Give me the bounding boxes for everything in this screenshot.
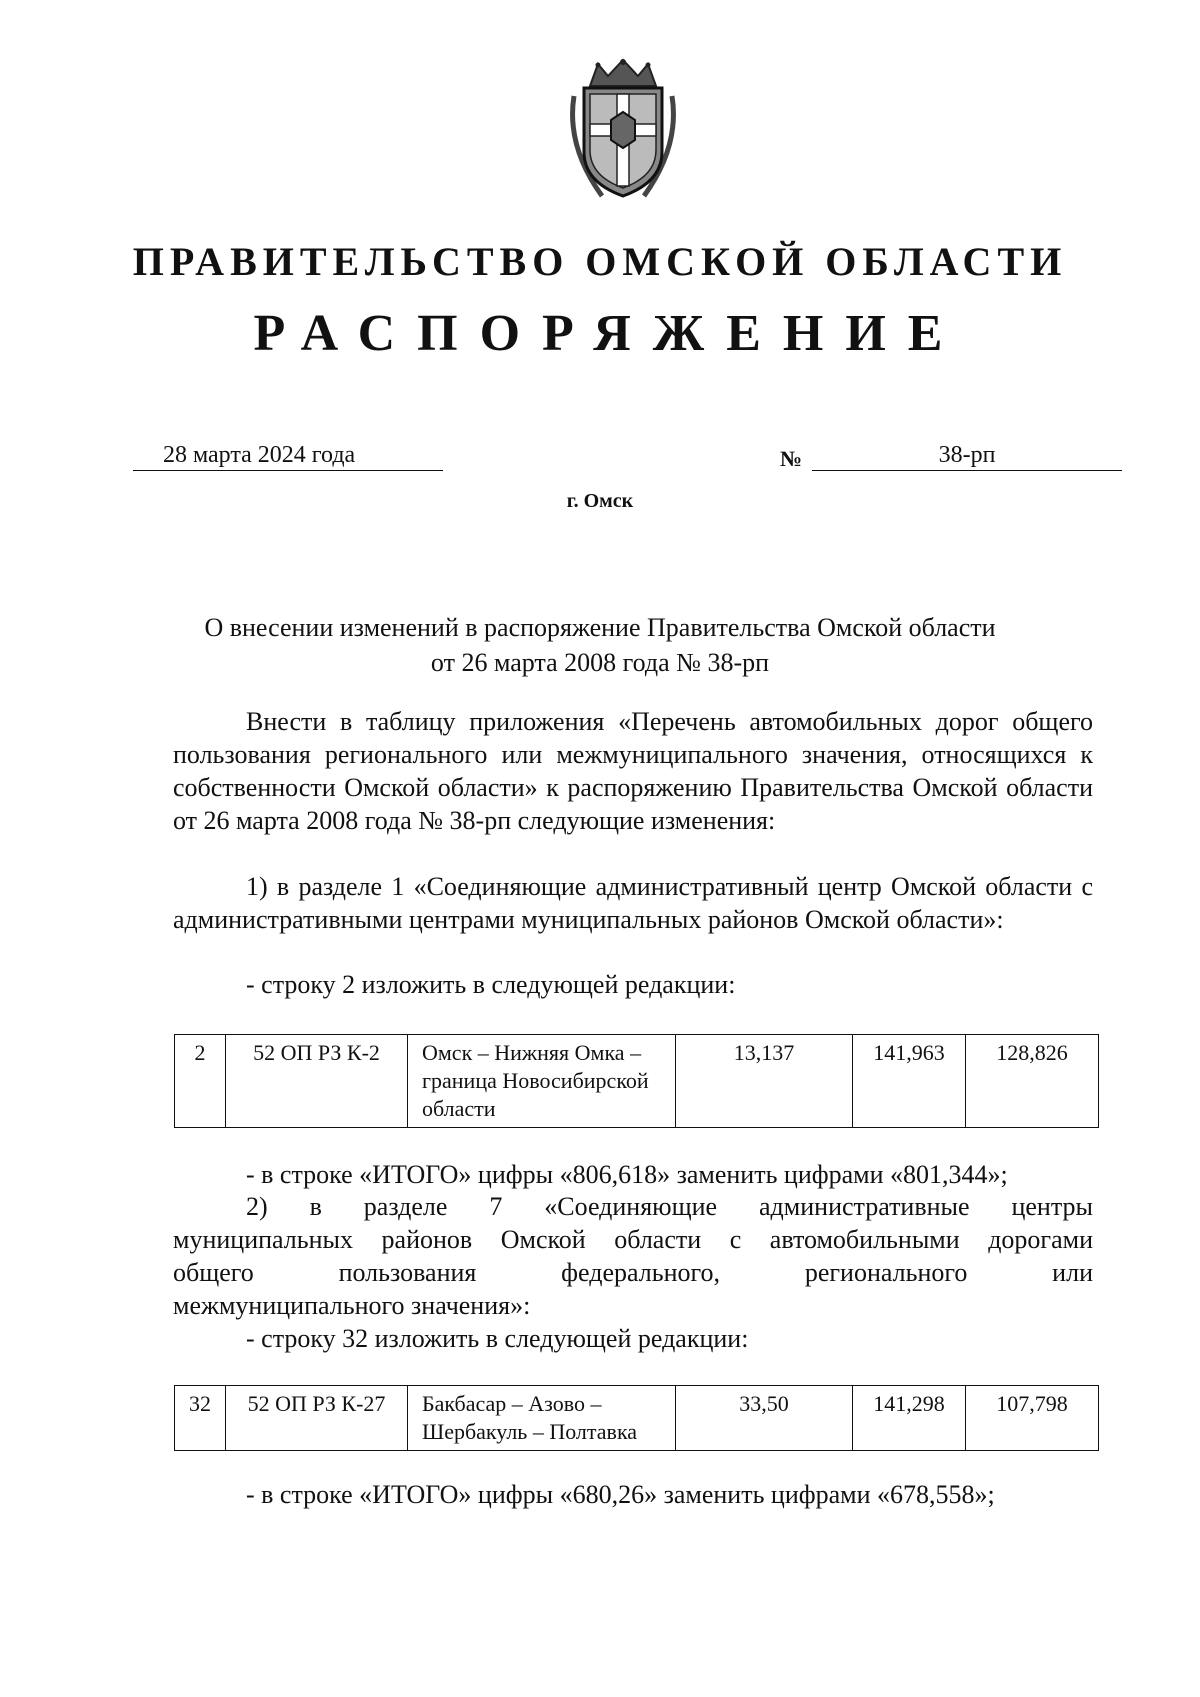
amendment-table-1 xyxy=(174,1034,1099,1128)
road-name-line: Омск – Нижняя Омка – xyxy=(422,1040,642,1065)
item-1-row-instruction: - строку 2 изложить в следующей редакции: xyxy=(246,970,736,999)
road-name xyxy=(408,1035,676,1128)
item-2-line: межмуниципального значения»: xyxy=(173,1291,531,1320)
value-2: 141,298 xyxy=(853,1386,966,1451)
item-1-paragraph: 1) в разделе 1 «Соединяющие административный центр Омской области с административными центрами муниципальных районов Омской области»: xyxy=(173,872,1093,934)
item-2-paragraph xyxy=(173,1190,1093,1322)
amendment-table-2 xyxy=(174,1385,1099,1451)
document-date: 28 марта 2024 года xyxy=(133,440,443,471)
number-label: № xyxy=(780,446,803,471)
item-2-total: - в строке «ИТОГО» цифры «680,26» заменить цифрами «678,558»; xyxy=(246,1480,995,1509)
government-title: ПРАВИТЕЛЬСТВО ОМСКОЙ ОБЛАСТИ xyxy=(132,239,1068,284)
document-type: РАСПОРЯЖЕНИЕ xyxy=(253,305,965,362)
item-2-line: муниципальных районов Омской области с автомобильными дорогами xyxy=(173,1225,1093,1254)
item-2-line: общего пользования федерального, регионального или xyxy=(173,1258,1093,1287)
table-row xyxy=(175,1386,1099,1451)
city: г. Омск xyxy=(566,490,634,512)
row-number: 2 xyxy=(175,1035,226,1128)
value-3: 128,826 xyxy=(966,1035,1099,1128)
road-name xyxy=(408,1386,676,1451)
table-row xyxy=(175,1035,1099,1128)
road-name-line: Шербакуль – Полтавка xyxy=(422,1419,638,1444)
value-3: 107,798 xyxy=(966,1386,1099,1451)
road-name-line: Бакбасар – Азово – xyxy=(422,1391,602,1416)
item-2-line: 2) в разделе 7 «Соединяющие административные центры xyxy=(246,1192,1093,1221)
item-2-row-instruction: - строку 32 изложить в следующей редакции: xyxy=(246,1324,749,1353)
road-code: 52 ОП РЗ К-2 xyxy=(226,1035,408,1128)
document-number: 38-рп xyxy=(812,440,1122,471)
road-code: 52 ОП РЗ К-27 xyxy=(226,1386,408,1451)
value-1: 33,50 xyxy=(676,1386,853,1451)
road-name-line: области xyxy=(422,1096,496,1121)
heading-line-2: от 26 марта 2008 года № 38-рп xyxy=(430,648,770,677)
value-1: 13,137 xyxy=(676,1035,853,1128)
value-2: 141,963 xyxy=(853,1035,966,1128)
item-1-total: - в строке «ИТОГО» цифры «806,618» заменить цифрами «801,344»; xyxy=(246,1160,1008,1189)
road-name-line: граница Новосибирской xyxy=(422,1068,649,1093)
document-heading xyxy=(120,610,1080,680)
heading-line-1: О внесении изменений в распоряжение Правительства Омской области xyxy=(204,613,996,642)
intro-paragraph: Внести в таблицу приложения «Перечень автомобильных дорог общего пользования регионального или межмуниципального значения, относящихся к собственности Омской области» к распоряжению Правительства Омской области от 26 марта 2008 года № 38-рп следующие изменения: xyxy=(173,707,1093,835)
omsk-coat-of-arms-icon xyxy=(562,56,684,206)
row-number: 32 xyxy=(175,1386,226,1451)
